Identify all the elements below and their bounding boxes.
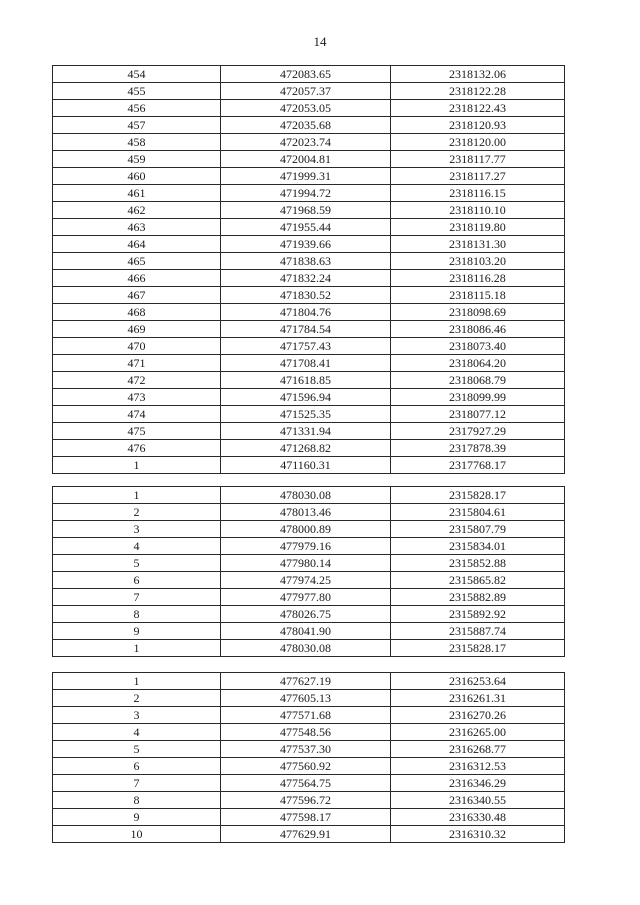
x-coordinate-cell: 472035.68 (221, 117, 391, 134)
table-row (53, 623, 565, 640)
y-coordinate-cell: 2318077.12 (391, 406, 565, 423)
y-coordinate-cell: 2318120.93 (391, 117, 565, 134)
table-row (53, 253, 565, 270)
y-coordinate-cell: 2315834.01 (391, 538, 565, 555)
x-coordinate-cell: 477560.92 (221, 758, 391, 775)
x-coordinate-cell: 478030.08 (221, 487, 391, 504)
x-coordinate-cell: 471160.31 (221, 457, 391, 474)
x-coordinate-cell: 477596.72 (221, 792, 391, 809)
point-number-cell: 2 (53, 504, 221, 521)
table-row (53, 304, 565, 321)
x-coordinate-cell: 471955.44 (221, 219, 391, 236)
table-row (53, 338, 565, 355)
y-coordinate-cell: 2316312.53 (391, 758, 565, 775)
table-row (53, 83, 565, 100)
table-row (53, 372, 565, 389)
point-number-cell: 475 (53, 423, 221, 440)
table-row (53, 134, 565, 151)
x-coordinate-cell: 471832.24 (221, 270, 391, 287)
point-number-cell: 465 (53, 253, 221, 270)
y-coordinate-cell: 2318131.30 (391, 236, 565, 253)
point-number-cell: 3 (53, 707, 221, 724)
y-coordinate-cell: 2318119.80 (391, 219, 565, 236)
x-coordinate-cell: 471268.82 (221, 440, 391, 457)
point-number-cell: 472 (53, 372, 221, 389)
table-row (53, 236, 565, 253)
y-coordinate-cell: 2316340.55 (391, 792, 565, 809)
table-row (53, 504, 565, 521)
table-row (53, 707, 565, 724)
point-number-cell: 6 (53, 572, 221, 589)
x-coordinate-cell: 471838.63 (221, 253, 391, 270)
point-number-cell: 473 (53, 389, 221, 406)
point-number-cell: 1 (53, 457, 221, 474)
point-number-cell: 464 (53, 236, 221, 253)
table-row (53, 555, 565, 572)
y-coordinate-cell: 2315807.79 (391, 521, 565, 538)
point-number-cell: 469 (53, 321, 221, 338)
y-coordinate-cell: 2318110.10 (391, 202, 565, 219)
table-row (53, 809, 565, 826)
y-coordinate-cell: 2316265.00 (391, 724, 565, 741)
point-number-cell: 1 (53, 673, 221, 690)
point-number-cell: 476 (53, 440, 221, 457)
x-coordinate-cell: 471618.85 (221, 372, 391, 389)
table-row (53, 185, 565, 202)
x-coordinate-cell: 478030.08 (221, 640, 391, 657)
x-coordinate-cell: 478041.90 (221, 623, 391, 640)
point-number-cell: 4 (53, 538, 221, 555)
table-row (53, 775, 565, 792)
y-coordinate-cell: 2315828.17 (391, 487, 565, 504)
table-row (53, 423, 565, 440)
table-row (53, 606, 565, 623)
table-row (53, 758, 565, 775)
coordinates-table-3 (52, 672, 565, 843)
y-coordinate-cell: 2316310.32 (391, 826, 565, 843)
point-number-cell: 5 (53, 555, 221, 572)
point-number-cell: 6 (53, 758, 221, 775)
y-coordinate-cell: 2318115.18 (391, 287, 565, 304)
y-coordinate-cell: 2318116.28 (391, 270, 565, 287)
table-row (53, 287, 565, 304)
table-row (53, 457, 565, 474)
table-row (53, 202, 565, 219)
point-number-cell: 474 (53, 406, 221, 423)
table-row (53, 219, 565, 236)
y-coordinate-cell: 2318099.99 (391, 389, 565, 406)
point-number-cell: 458 (53, 134, 221, 151)
y-coordinate-cell: 2318086.46 (391, 321, 565, 338)
table-row (53, 724, 565, 741)
y-coordinate-cell: 2318122.28 (391, 83, 565, 100)
table-row (53, 270, 565, 287)
coordinates-table-1 (52, 65, 565, 474)
x-coordinate-cell: 471596.94 (221, 389, 391, 406)
y-coordinate-cell: 2318068.79 (391, 372, 565, 389)
y-coordinate-cell: 2316346.29 (391, 775, 565, 792)
x-coordinate-cell: 477629.91 (221, 826, 391, 843)
coordinates-table-2 (52, 486, 565, 657)
page-number: 14 (313, 34, 327, 49)
x-coordinate-cell: 477598.17 (221, 809, 391, 826)
point-number-cell: 2 (53, 690, 221, 707)
x-coordinate-cell: 471708.41 (221, 355, 391, 372)
point-number-cell: 463 (53, 219, 221, 236)
y-coordinate-cell: 2315804.61 (391, 504, 565, 521)
table-row (53, 792, 565, 809)
point-number-cell: 7 (53, 589, 221, 606)
point-number-cell: 471 (53, 355, 221, 372)
table-row (53, 826, 565, 843)
y-coordinate-cell: 2315887.74 (391, 623, 565, 640)
point-number-cell: 470 (53, 338, 221, 355)
table-row (53, 321, 565, 338)
x-coordinate-cell: 477627.19 (221, 673, 391, 690)
y-coordinate-cell: 2317768.17 (391, 457, 565, 474)
table-row (53, 100, 565, 117)
y-coordinate-cell: 2315865.82 (391, 572, 565, 589)
y-coordinate-cell: 2316268.77 (391, 741, 565, 758)
x-coordinate-cell: 472004.81 (221, 151, 391, 168)
y-coordinate-cell: 2318120.00 (391, 134, 565, 151)
y-coordinate-cell: 2318064.20 (391, 355, 565, 372)
point-number-cell: 1 (53, 640, 221, 657)
x-coordinate-cell: 477974.25 (221, 572, 391, 589)
y-coordinate-cell: 2316261.31 (391, 690, 565, 707)
table-row (53, 440, 565, 457)
point-number-cell: 462 (53, 202, 221, 219)
x-coordinate-cell: 477977.80 (221, 589, 391, 606)
point-number-cell: 9 (53, 809, 221, 826)
point-number-cell: 8 (53, 606, 221, 623)
x-coordinate-cell: 471331.94 (221, 423, 391, 440)
point-number-cell: 8 (53, 792, 221, 809)
x-coordinate-cell: 478026.75 (221, 606, 391, 623)
y-coordinate-cell: 2315882.89 (391, 589, 565, 606)
x-coordinate-cell: 472057.37 (221, 83, 391, 100)
x-coordinate-cell: 477571.68 (221, 707, 391, 724)
table-row (53, 355, 565, 372)
point-number-cell: 459 (53, 151, 221, 168)
y-coordinate-cell: 2318117.27 (391, 168, 565, 185)
x-coordinate-cell: 471830.52 (221, 287, 391, 304)
x-coordinate-cell: 472023.74 (221, 134, 391, 151)
x-coordinate-cell: 478000.89 (221, 521, 391, 538)
y-coordinate-cell: 2315828.17 (391, 640, 565, 657)
point-number-cell: 461 (53, 185, 221, 202)
y-coordinate-cell: 2317878.39 (391, 440, 565, 457)
table-row (53, 690, 565, 707)
table-row (53, 589, 565, 606)
y-coordinate-cell: 2318103.20 (391, 253, 565, 270)
x-coordinate-cell: 477980.14 (221, 555, 391, 572)
y-coordinate-cell: 2317927.29 (391, 423, 565, 440)
x-coordinate-cell: 471999.31 (221, 168, 391, 185)
y-coordinate-cell: 2318098.69 (391, 304, 565, 321)
table-row (53, 151, 565, 168)
table-row (53, 673, 565, 690)
y-coordinate-cell: 2318073.40 (391, 338, 565, 355)
table-row (53, 406, 565, 423)
point-number-cell: 460 (53, 168, 221, 185)
point-number-cell: 3 (53, 521, 221, 538)
table-row (53, 487, 565, 504)
x-coordinate-cell: 471525.35 (221, 406, 391, 423)
table-row (53, 741, 565, 758)
point-number-cell: 466 (53, 270, 221, 287)
point-number-cell: 455 (53, 83, 221, 100)
table-row (53, 168, 565, 185)
y-coordinate-cell: 2318132.06 (391, 66, 565, 83)
y-coordinate-cell: 2315892.92 (391, 606, 565, 623)
point-number-cell: 457 (53, 117, 221, 134)
x-coordinate-cell: 471968.59 (221, 202, 391, 219)
table-row (53, 521, 565, 538)
table-row (53, 640, 565, 657)
x-coordinate-cell: 471994.72 (221, 185, 391, 202)
x-coordinate-cell: 471939.66 (221, 236, 391, 253)
point-number-cell: 10 (53, 826, 221, 843)
point-number-cell: 5 (53, 741, 221, 758)
x-coordinate-cell: 477979.16 (221, 538, 391, 555)
point-number-cell: 468 (53, 304, 221, 321)
point-number-cell: 7 (53, 775, 221, 792)
x-coordinate-cell: 471804.76 (221, 304, 391, 321)
table-row (53, 389, 565, 406)
point-number-cell: 4 (53, 724, 221, 741)
table-row (53, 538, 565, 555)
x-coordinate-cell: 472053.05 (221, 100, 391, 117)
y-coordinate-cell: 2318117.77 (391, 151, 565, 168)
point-number-cell: 456 (53, 100, 221, 117)
x-coordinate-cell: 471784.54 (221, 321, 391, 338)
x-coordinate-cell: 471757.43 (221, 338, 391, 355)
y-coordinate-cell: 2315852.88 (391, 555, 565, 572)
x-coordinate-cell: 477605.13 (221, 690, 391, 707)
x-coordinate-cell: 477564.75 (221, 775, 391, 792)
point-number-cell: 9 (53, 623, 221, 640)
y-coordinate-cell: 2316330.48 (391, 809, 565, 826)
x-coordinate-cell: 477548.56 (221, 724, 391, 741)
y-coordinate-cell: 2318122.43 (391, 100, 565, 117)
point-number-cell: 454 (53, 66, 221, 83)
table-row (53, 572, 565, 589)
table-row (53, 117, 565, 134)
y-coordinate-cell: 2316270.26 (391, 707, 565, 724)
y-coordinate-cell: 2316253.64 (391, 673, 565, 690)
table-row (53, 66, 565, 83)
point-number-cell: 1 (53, 487, 221, 504)
point-number-cell: 467 (53, 287, 221, 304)
y-coordinate-cell: 2318116.15 (391, 185, 565, 202)
x-coordinate-cell: 478013.46 (221, 504, 391, 521)
x-coordinate-cell: 472083.65 (221, 66, 391, 83)
x-coordinate-cell: 477537.30 (221, 741, 391, 758)
